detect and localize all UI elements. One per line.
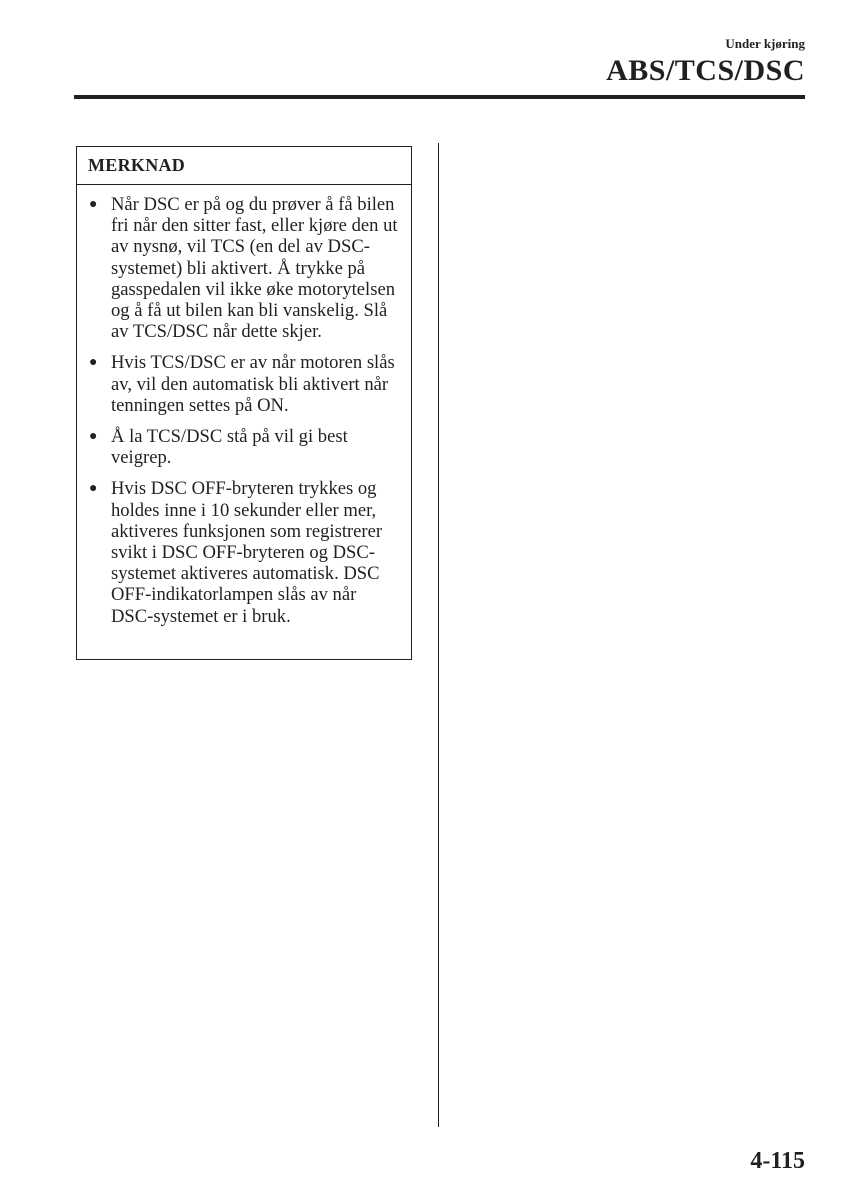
note-item-text: Hvis DSC OFF-bryteren trykkes og holdes inne i 10 sekunder eller mer, aktiveres funksjonen som registrerer svikt i DSC OFF-bryteren og DSC-systemet aktiveres automatisk. DSC OFF-indikatorlampen slås av når DSC-systemet er i bruk. (111, 478, 383, 627)
bullet-icon: ● (89, 197, 98, 212)
note-item (77, 352, 411, 416)
section-label: Under kjøring (725, 36, 805, 51)
note-heading: MERKNAD (77, 147, 411, 185)
note-item (77, 194, 411, 342)
header-rule (74, 95, 805, 99)
bullet-icon: ● (89, 429, 98, 445)
bullet-icon: ● (89, 481, 98, 497)
page-number: 4-115 (750, 1148, 805, 1174)
note-box (76, 146, 412, 660)
note-item (77, 478, 411, 626)
bullet-icon: ● (89, 355, 98, 371)
note-item-text: Når DSC er på og du prøver å få bilen fri når den sitter fast, eller kjøre den ut av nysnø, vil TCS (en del av DSC-systemet) bli aktivert. Å trykke på gasspedalen vil ikke øke motorytelsen og å få ut bilen kan bli vanskelig. Slå av TCS/DSC når dette skjer. (111, 194, 398, 343)
column-divider (438, 143, 439, 1127)
note-list (77, 185, 411, 627)
note-item-text: Å la TCS/DSC stå på vil gi best veigrep. (111, 426, 348, 469)
note-item-text: Hvis TCS/DSC er av når motoren slås av, vil den automatisk bli aktivert når tenningen settes på ON. (111, 352, 395, 416)
note-item (77, 426, 411, 468)
page-title: ABS/TCS/DSC (606, 54, 805, 87)
